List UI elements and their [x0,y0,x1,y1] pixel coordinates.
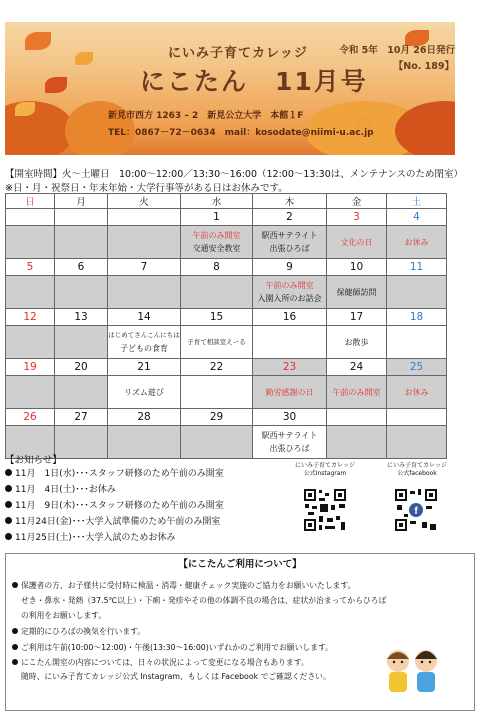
opening-hours: 【開室時間】火～土曜日 10:00～12:00／13:30～16:00（12:00～13:30は、メンテナンスのため閉室） [5,169,464,180]
calendar-date: 12 [6,309,55,326]
weekday-header: 金 [327,194,387,209]
issue-number: 【No. 189】 [393,61,454,72]
calendar-event-cell [327,276,387,309]
calendar-event-cell [253,326,327,359]
calendar-event-cell [55,326,108,359]
calendar-event: 午前のみ開室 [265,281,314,290]
usage-item-text: にこたん開室の内容については、日々の状況によって変更になる場合もあります。 [21,658,309,667]
calendar-date: 17 [327,309,387,326]
issue-date: 令和 5年 10月 26日発行 [339,45,455,56]
calendar-event: 子育て相談室えーる [187,337,246,346]
calendar-event-cell [108,426,181,459]
calendar-date: 30 [253,409,327,426]
usage-item [12,657,309,668]
calendar-event: 保健師訪問 [336,287,377,297]
usage-item-text: ご利用は午前(10:00～12:00)・午後(13:30～16:00)いずれかのご利用でお願いします。 [21,643,333,652]
calendar-event-cell [181,376,253,409]
calendar-event-cell [387,276,447,309]
calendar-event: お休み [404,237,429,247]
notice-text: 11月 1日(水)･･･スタッフ研修のため午前のみ開室 [15,469,224,479]
calendar-event-cell [327,326,387,359]
calendar-event-row [6,426,447,459]
calendar-date [55,209,108,226]
newsletter-title: にこたん 11月号 [140,67,368,96]
calendar-date: 7 [108,259,181,276]
calendar-event: 交通安全教室 [192,244,241,253]
facebook-label-line: 公式facebook [397,470,437,477]
calendar-date: 13 [55,309,108,326]
weekday-header: 水 [181,194,253,209]
leaf-icon [25,32,51,50]
weekday-header-row [6,194,447,209]
calendar-event-cell [327,376,387,409]
calendar-event-cell [253,226,327,259]
calendar-date: 9 [253,259,327,276]
notice-text: 11月 4日(土)･･･お休み [15,485,116,495]
calendar-event: 駅西サテライト [261,231,318,240]
calendar-event-cell [55,426,108,459]
calendar-event-cell [253,426,327,459]
calendar-date: 14 [108,309,181,326]
calendar-date-row [6,409,447,426]
facebook-qr-code[interactable] [394,488,438,532]
calendar-date: 2 [253,209,327,226]
calendar-event: 午前のみ開室 [332,387,381,397]
calendar-event-cell [6,276,55,309]
calendar-event-cell [108,326,181,359]
calendar-date: 19 [6,359,55,376]
notice-text: 11月 9日(木)･･･スタッフ研修のため午前のみ開室 [15,501,224,511]
notice-item [5,498,224,511]
calendar-date: 25 [387,359,447,376]
notice-text: 11月24日(金)･･･大学入試準備のため午前のみ開室 [15,517,221,527]
calendar-date: 29 [181,409,253,426]
calendar-event: 出張ひろば [269,244,310,253]
calendar-event-cell [55,276,108,309]
calendar-event: お休み [404,387,429,397]
bullet-icon [5,517,12,524]
usage-item-continued: の利用をお願いします。 [21,611,107,620]
calendar-date: 18 [387,309,447,326]
calendar-event-cell [181,426,253,459]
calendar-event-cell [108,276,181,309]
calendar-event: 午前のみ開室 [192,231,241,240]
calendar-event-cell [55,226,108,259]
address: 新見市西方 1263 – 2 新見公立大学 本館１F [108,111,304,121]
calendar-event-cell [6,376,55,409]
calendar-date: 1 [181,209,253,226]
calendar-date: 27 [55,409,108,426]
children-illustration-icon [380,645,450,700]
calendar-event: はじめてさんこんにちは [108,331,180,339]
usage-item [12,642,333,653]
weekday-header: 日 [6,194,55,209]
calendar-event-row [6,276,447,309]
bullet-icon [5,533,12,540]
instagram-qr-code[interactable] [303,488,347,532]
calendar-event: 勤労感謝の日 [265,387,314,397]
calendar-date-row [6,309,447,326]
bullet-icon [5,501,12,508]
calendar-event-cell [253,276,327,309]
usage-item-text: 定期的にひろばの換気を行います。 [21,627,146,636]
calendar-event: リズム遊び [124,387,164,397]
calendar-date [387,409,447,426]
calendar-event-cell [387,376,447,409]
calendar-date: 5 [6,259,55,276]
calendar-date: 22 [181,359,253,376]
leaf-icon [45,77,67,93]
calendar-event-cell [108,226,181,259]
calendar-event: 入園入所のお話会 [257,294,322,303]
instagram-label-line: 公式Instagram [303,470,347,477]
usage-item [12,580,355,591]
calendar-date: 4 [387,209,447,226]
calendar-table [5,193,447,459]
calendar-date: 28 [108,409,181,426]
calendar-date: 23 [253,359,327,376]
usage-item-continued: せき・鼻水・発熱（37.5℃以上）・下痢・発疹やその他の体調不良の場合は、症状が治まってからひろば [21,596,387,605]
calendar-date: 8 [181,259,253,276]
calendar-event-cell [108,376,181,409]
calendar-date: 24 [327,359,387,376]
calendar-date: 16 [253,309,327,326]
calendar-date-row [6,259,447,276]
bullet-icon [5,469,12,476]
usage-title: 【にこたんご利用について】 [178,559,302,570]
calendar-event: 出張ひろば [269,444,310,453]
calendar-event-cell [387,226,447,259]
contact-info: TEL：0867－72－0634 mail：kosodate@niimi-u.ac.jp [108,128,374,138]
calendar-event: 駅西サテライト [261,431,318,440]
bullet-icon [12,659,18,665]
usage-item-text: 保護者の方、お子様共に受付時に検温・消毒・健康チェック実施のご協力をお願いいたします。 [21,581,356,590]
calendar-date: 3 [327,209,387,226]
weekday-header: 月 [55,194,108,209]
calendar-event-cell [387,426,447,459]
calendar-event-cell [253,376,327,409]
weekday-header: 火 [108,194,181,209]
notice-item [5,530,175,543]
usage-item-continued: 随時、にいみ子育てカレッジ公式 Instagram、もしくは Facebook でご確認ください。 [21,672,331,681]
notice-item [5,482,116,495]
calendar-event-cell [387,326,447,359]
notice-item [5,466,224,479]
calendar-event-cell [181,226,253,259]
calendar-date-row [6,209,447,226]
calendar-event-cell [181,276,253,309]
calendar-date: 11 [387,259,447,276]
leaf-icon [15,102,35,116]
bullet-icon [12,582,18,588]
bullet-icon [12,628,18,634]
calendar-date: 6 [55,259,108,276]
calendar-event-row [6,376,447,409]
bullet-icon [12,644,18,650]
calendar-event-cell [181,326,253,359]
newsletter-subtitle: にいみ子育てカレッジ [168,46,308,61]
calendar-date: 15 [181,309,253,326]
calendar-event-cell [6,226,55,259]
calendar-event-row [6,226,447,259]
calendar-event-cell [327,426,387,459]
calendar-date: 10 [327,259,387,276]
bullet-icon [5,485,12,492]
calendar-date [327,409,387,426]
calendar-date: 21 [108,359,181,376]
calendar-event-cell [55,376,108,409]
facebook-label-line: にいみ子育てカレッジ [387,462,447,469]
calendar-date: 26 [6,409,55,426]
calendar-date [6,209,55,226]
calendar-event-cell [6,326,55,359]
notice-text: 11月25日(土)･･･大学入試のためお休み [15,533,176,543]
usage-item [12,626,145,637]
closed-days-note: ※日・月・祝祭日・年末年始・大学行事等がある日はお休みです。 [5,183,288,194]
calendar-date [108,209,181,226]
weekday-header: 土 [387,194,447,209]
facebook-label [382,462,452,478]
calendar-event: お散歩 [344,337,369,347]
calendar-event: 文化の日 [340,237,373,247]
calendar-date-row [6,359,447,376]
svg-text:f: f [414,506,418,517]
weekday-header: 木 [253,194,327,209]
calendar-event-row [6,326,447,359]
calendar-date: 20 [55,359,108,376]
calendar-event: 子どもの食育 [120,344,168,353]
notices-title: 【お知らせ】 [5,455,62,466]
calendar-event-cell [327,226,387,259]
leaf-icon [75,52,93,65]
instagram-label [290,462,360,478]
instagram-label-line: にいみ子育てカレッジ [295,462,355,469]
notice-item [5,514,220,527]
